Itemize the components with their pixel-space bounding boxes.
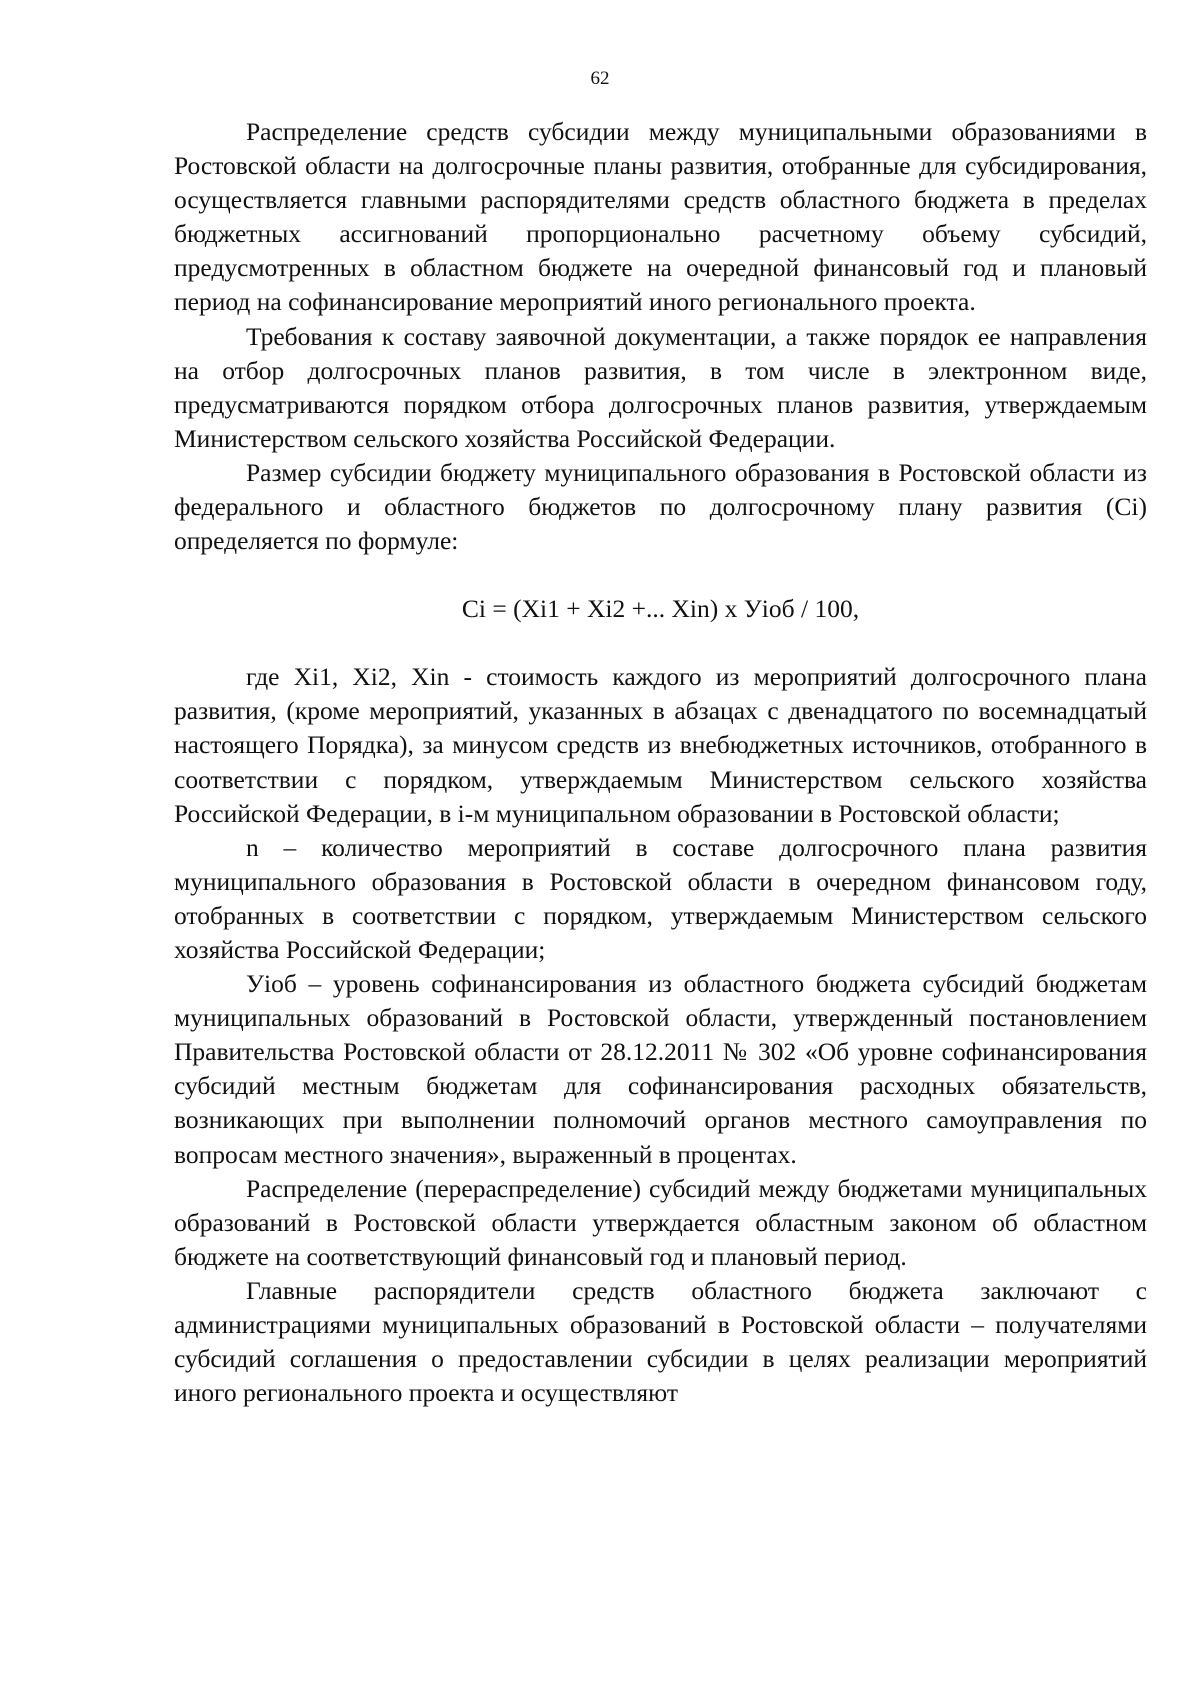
paragraph-subsidy-distribution: Распределение средств субсидии между муниципальными образованиями в Ростовской области на долгосрочные планы развития, отобранные для субсидирования, осуществляется главными распорядителями средств областного бюджета в пределах бюджетных ассигнований пропорционально расчетному объему субсидий, предусмотренных в областном бюджете на очередной финансовый год и плановый период на софинансирование мероприятий иного регионального проекта. xyxy=(174,117,1147,317)
paragraph-agreements: Главные распорядители средств областного бюджета заключают с администрациями муниципальных образований в Ростовской области – получателями субсидий соглашения о предоставлении субсидии в целях реализации мероприятий иного регионального проекта и осуществляют xyxy=(174,1275,1147,1408)
paragraph-cofinancing-level: Уioб – уровень софинансирования из областного бюджета субсидий бюджетам муниципальных образований в Ростовской области, утвержденный постановлением Правительства Ростовской области от 28.12.2011 № 302 «Об уровне софинансирования субсидий местным бюджетам для софинансирования расходных обязательств, возникающих при выполнении полномочий органов местного самоуправления по вопросам местного значения», выраженный в процентах. xyxy=(174,969,1147,1169)
subsidy-formula: Сi = (Хi1 + Хi2 +... Хin) x Уioб / 100, xyxy=(461,594,860,624)
paragraph-subsidy-size: Размер субсидии бюджету муниципального образования в Ростовской области из федерального и областного бюджетов по долгосрочному плану развития (Сi) определяется по формуле: xyxy=(174,457,1147,556)
document-body xyxy=(174,115,1147,1410)
paragraph-application-requirements: Требования к составу заявочной документации, а также порядок ее направления на отбор долгосрочных планов развития, в том числе в электронном виде, предусматриваются порядком отбора долгосрочных планов развития, утверждаемым Министерством сельского хозяйства Российской Федерации. xyxy=(174,321,1147,453)
paragraph-formula-variables: где Хi1, Хi2, Хin - стоимость каждого из мероприятий долгосрочного плана развития, (кроме мероприятий, указанных в абзацах с двенадцатого по восемнадцатый настоящего Порядка), за минусом средств из внебюджетных источников, отобранного в соответствии с порядком, утверждаемым Министерством сельского хозяйства Российской Федерации, в i-м муниципальном образовании в Ростовской области; xyxy=(174,662,1147,828)
page-number: 62 xyxy=(590,68,610,89)
paragraph-n-definition: n – количество мероприятий в составе долгосрочного плана развития муниципального образования в Ростовской области в очередном финансовом году, отобранных в соответствии с порядком, утверждаемым Министерством сельского хозяйства Российской Федерации; xyxy=(174,832,1147,964)
paragraph-redistribution: Распределение (перераспределение) субсидий между бюджетами муниципальных образований в Ростовской области утверждается областным законом об областном бюджете на соответствующий финансовый год и плановый период. xyxy=(174,1173,1147,1271)
